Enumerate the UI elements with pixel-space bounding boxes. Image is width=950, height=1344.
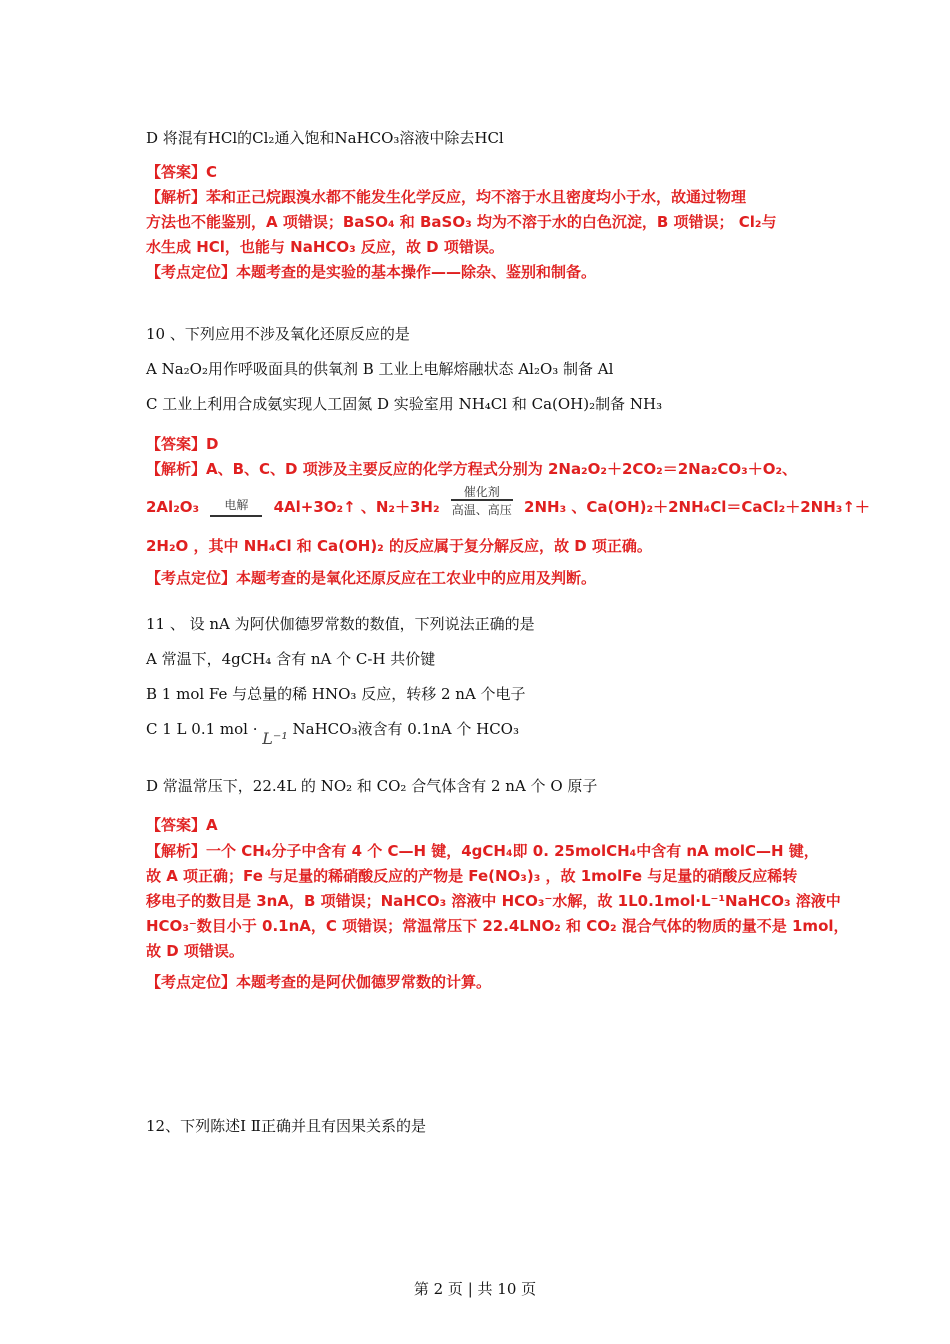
page-footer: 第 2 页 | 共 10 页 bbox=[413, 1280, 537, 1298]
q9-analysis-line-1: 【解析】苯和正己烷跟溴水都不能发生化学反应，均不溶于水且密度均小于水，故通过物理 bbox=[146, 188, 747, 206]
q10-options-cd: C 工业上利用合成氨实现人工固氮 D 实验室用 NH₄Cl 和 Ca(OH)₂制备 NH₃ bbox=[146, 395, 663, 413]
q9-option-d: D 将混有HCl的Cl₂通入饱和NaHCO₃溶液中除去HCl bbox=[146, 129, 504, 147]
q11-analysis-line-2: 故 A 项正确；Fe 与足量的稀硝酸反应的产物是 Fe(NO₃)₃ ，故 1molFe 与足量的硝酸反应稀转 bbox=[146, 867, 798, 885]
q11-option-c bbox=[146, 718, 519, 748]
q11-answer: 【答案】A bbox=[146, 816, 218, 834]
q11-knowledge-point: 【考点定位】本题考查的是阿伏伽德罗常数的计算。 bbox=[146, 973, 492, 991]
q11-option-b: B 1 mol Fe 与总量的稀 HNO₃ 反应，转移 2 nA 个电子 bbox=[146, 685, 526, 703]
q12-stem: 12、下列陈述Ⅰ Ⅱ正确并且有因果关系的是 bbox=[146, 1117, 426, 1135]
q11-option-c-prefix: C 1 L 0.1 mol · bbox=[146, 720, 263, 738]
eq-arrow-bar bbox=[210, 515, 262, 517]
eq-al2o3: 2Al₂O₃ bbox=[146, 498, 200, 516]
q10-knowledge-point: 【考点定位】本题考查的是氧化还原反应在工农业中的应用及判断。 bbox=[146, 569, 597, 587]
q10-analysis-line-3: 2H₂O ，其中 NH₄Cl 和 Ca(OH)₂ 的反应属于复分解反应，故 D 项正确。 bbox=[146, 537, 652, 555]
q11-option-c-unit: L⁻¹ bbox=[262, 729, 288, 748]
eq-condition-catalyst-top: 催化剂 bbox=[463, 485, 500, 499]
q11-option-c-suffix: NaHCO₃液含有 0.1nA 个 HCO₃ bbox=[287, 720, 519, 738]
q11-analysis-line-3: 移电子的数目是 3nA，B 项错误；NaHCO₃ 溶液中 HCO₃⁻水解，故 1L0.1mol·L⁻¹NaHCO₃ 溶液中 bbox=[146, 892, 841, 910]
q10-stem: 10 、下列应用不涉及氧化还原反应的是 bbox=[146, 325, 410, 343]
eq-condition-electrolysis-label: 电解 bbox=[224, 498, 249, 512]
q9-analysis-line-2: 方法也不能鉴别，A 项错误；BaSO₄ 和 BaSO₃ 均为不溶于水的白色沉淀，B 项错误； Cl₂与 bbox=[146, 213, 777, 231]
q11-analysis-line-5: 故 D 项错误。 bbox=[146, 942, 244, 960]
eq-condition-electrolysis bbox=[210, 498, 262, 517]
eq-condition-catalyst bbox=[451, 485, 513, 518]
q9-knowledge-point: 【考点定位】本题考查的是实验的基本操作——除杂、鉴别和制备。 bbox=[146, 263, 597, 281]
q10-analysis-line-1: 【解析】A、B、C、D 项涉及主要反应的化学方程式分别为 2Na₂O₂＋2CO₂＝2Na₂CO₃＋O₂、 bbox=[146, 460, 798, 478]
eq-condition-catalyst-bottom: 高温、高压 bbox=[451, 503, 512, 517]
eq-products-and-n2: 4Al+3O₂↑ 、N₂＋3H₂ bbox=[273, 498, 440, 516]
q11-analysis-line-4: HCO₃⁻数目小于 0.1nA，C 项错误；常温常压下 22.4LNO₂ 和 CO₂ 混合气体的物质的量不是 1mol， bbox=[146, 917, 849, 935]
q11-stem: 11 、 设 nA 为阿伏伽德罗常数的数值，下列说法正确的是 bbox=[146, 615, 535, 633]
q11-option-a: A 常温下，4gCH₄ 含有 nA 个 C-H 共价键 bbox=[146, 650, 436, 668]
q10-options-ab: A Na₂O₂用作呼吸面具的供氧剂 B 工业上电解熔融状态 Al₂O₃ 制备 Al bbox=[146, 360, 614, 378]
q10-equation-line bbox=[146, 485, 870, 518]
eq-rest: 2NH₃ 、Ca(OH)₂＋2NH₄Cl＝CaCl₂＋2NH₃↑＋ bbox=[524, 498, 870, 516]
q9-analysis-line-3: 水生成 HCl，也能与 NaHCO₃ 反应，故 D 项错误。 bbox=[146, 238, 504, 256]
q10-answer: 【答案】D bbox=[146, 435, 219, 453]
q11-analysis-line-1: 【解析】一个 CH₄分子中含有 4 个 C—H 键，4gCH₄即 0. 25molCH₄中含有 nA molC—H 键， bbox=[146, 842, 819, 860]
q11-option-d: D 常温常压下，22.4L 的 NO₂ 和 CO₂ 合气体含有 2 nA 个 O 原子 bbox=[146, 777, 598, 795]
q9-answer: 【答案】C bbox=[146, 163, 218, 181]
